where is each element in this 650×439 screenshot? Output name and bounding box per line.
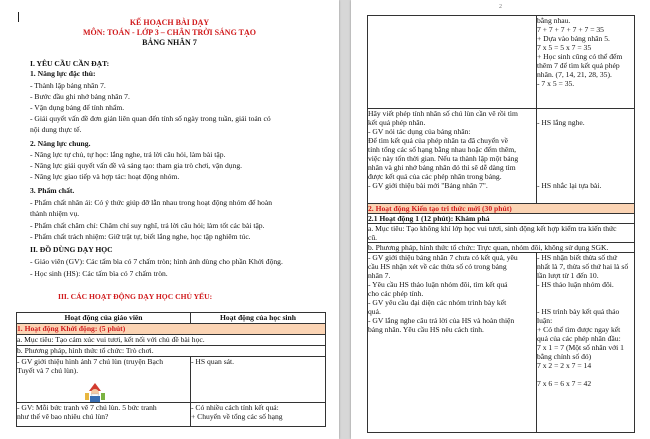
cell-line: - GV yêu cầu đại diện các nhóm trình bày kết	[368, 298, 507, 307]
teacher-cell	[368, 253, 537, 433]
cell-line: cũ.	[368, 233, 378, 242]
cell-line: bằng nhau.	[537, 16, 571, 25]
cell-line: quả.	[368, 307, 381, 316]
cell-line: 7 x 6 = 6 x 7 = 42	[537, 379, 592, 388]
subsection-heading: 1. Năng lực đặc thù:	[30, 69, 96, 78]
cell-line: - GV giới thiệu hình ảnh 7 chú lùn (truyện Bạch	[17, 357, 164, 366]
cell-line: 7 x 5 = 5 x 7 = 35	[537, 43, 592, 52]
cell-line: - GV nói tác dụng của bảng nhân:	[368, 127, 471, 136]
cell-line: cầu HS nhận xét về các thừa số có trong bảng	[368, 262, 507, 271]
cell-line: như thế vẽ bao nhiêu chú lùn?	[17, 412, 109, 421]
doc-title: KẾ HOẠCH BÀI DẠY	[129, 18, 210, 27]
cell-line: tính tổng các số hạng bằng nhau hoặc đếm thêm,	[368, 145, 517, 154]
cell-line: Tuyết và 7 chú lùn).	[17, 366, 79, 375]
cell-line: nhân và ghi nhớ bảng nhân đó thì sẽ dễ dàng tìm	[368, 163, 516, 172]
cell-line: - Có nhiều cách tính kết quả:	[191, 403, 279, 412]
body-line: - Thành lập bảng nhân 7.	[30, 81, 106, 90]
activity-goal: a. Mục tiêu: Tạo cảm xúc vui tươi, kết nối với chủ đề bài học.	[17, 335, 326, 346]
cell-line: - HS nhận biết thừa số thứ	[537, 253, 617, 262]
cell-line: - 7 x 5 = 35.	[537, 79, 575, 88]
cell-line: - Yêu cầu HS thảo luận nhóm đôi, tìm kết quả	[368, 280, 508, 289]
activity-goal	[368, 224, 635, 243]
cell-line: - HS lắng nghe.	[537, 118, 585, 127]
cell-line: Để tìm kết quả của phép nhân ta đã chuyển về	[368, 136, 509, 145]
cell-line: được kết quả của các phép nhân trong bảng.	[368, 172, 502, 181]
doc-subject: MÔN: TOÁN - LỚP 3 – CHÂN TRỜI SÁNG TẠO	[83, 28, 256, 37]
page-number: 2	[499, 4, 502, 10]
cell-line: nhất là 7, thừa số thứ hai là số	[537, 262, 629, 271]
cell-line: + Có thể tìm được ngay kết	[537, 325, 621, 334]
student-cell	[537, 109, 635, 204]
cell-line: luận:	[537, 316, 553, 325]
body-line: - Phẩm chất nhân ái: Có ý thức giúp đỡ lẫn nhau trong hoạt động nhóm để hoàn	[30, 198, 273, 207]
teacher-cell	[368, 109, 537, 204]
section-heading: II. ĐỒ DÙNG DẠY HỌC	[30, 245, 113, 254]
cell-line: - GV giới thiệu bảng nhân 7 chưa có kết quả, yêu	[368, 253, 518, 262]
cell-line: - HS trình bày kết quả thảo	[537, 307, 620, 316]
body-line: - Học sinh (HS): Các tấm bìa có 7 chấm tròn.	[30, 269, 168, 278]
cell-line: - GV giới thiệu bài mới "Bảng nhân 7".	[368, 181, 488, 190]
cell-line: kết quả phép nhân.	[368, 118, 426, 127]
cell-line: a. Mục tiêu: Tạo không khí lớp học vui tươi, sinh động kết hợp kiểm tra kiến thức	[368, 224, 617, 233]
table-header-student: Hoạt động của học sinh	[191, 313, 326, 324]
cell-line: nhân 7.	[368, 271, 391, 280]
student-cell	[537, 253, 635, 433]
cell-line: bảng nhân. Yêu cầu HS nêu cách tính.	[368, 325, 484, 334]
cell-line: cho các phép tính.	[368, 289, 424, 298]
body-line: - Giáo viên (GV): Các tấm bìa có 7 chấm tròn; hình ảnh dùng cho phần Khởi động.	[30, 257, 283, 266]
student-cell	[191, 357, 326, 403]
section-heading: I. YÊU CẦU CẦN ĐẠT:	[30, 59, 110, 68]
cell-line: 7 x 1 = 7 (Một số nhân với 1	[537, 343, 624, 352]
activity-heading: 2. Hoạt động Kiến tạo tri thức mới (30 phút)	[368, 204, 635, 214]
cell-line: - HS nhắc lại tựa bài.	[537, 181, 602, 190]
cell-line: việc này tốn thời gian. Nếu ta thành lập một bảng	[368, 154, 519, 163]
activity-table	[16, 312, 326, 427]
cell-line: - HS quan sát.	[191, 357, 235, 366]
cell-line: 7 x 2 = 2 x 7 = 14	[537, 361, 592, 370]
activity-subheading: 2.1 Hoạt động 1 (12 phút): Khám phá	[368, 214, 635, 224]
body-line: - Bước đầu ghi nhớ bảng nhân 7.	[30, 92, 130, 101]
body-line: - Năng lực tự chủ, tự học: lắng nghe, trả lời câu hỏi, làm bài tập.	[30, 150, 226, 159]
cell-line: - HS thảo luận nhóm đôi.	[537, 280, 614, 289]
cell-line: lần lượt từ 1 đến 10.	[537, 271, 599, 280]
activity-heading: 1. Hoạt động Khởi động: (5 phút)	[17, 324, 326, 335]
cell-line: Hãy viết phép tính nhân số chú lùn cần vẽ rồi tìm	[368, 109, 518, 118]
body-line: thành nhiệm vụ.	[30, 209, 80, 218]
body-line: - Năng lực giải quyết vấn đề và sáng tạo: tham gia trò chơi, vận dụng.	[30, 161, 243, 170]
teacher-cell	[17, 403, 191, 427]
teacher-cell	[368, 16, 537, 109]
body-line: - Vận dụng bảng để tính nhẩm.	[30, 103, 125, 112]
document-page-2	[351, 0, 650, 439]
cell-line: + Dựa vào bảng nhân 5.	[537, 34, 610, 43]
activity-table-continued	[367, 15, 635, 433]
table-header-teacher: Hoạt động của giáo viên	[17, 313, 191, 324]
cell-line: + Học sinh cũng có thể đếm	[537, 52, 623, 61]
cell-line: bằng chính số đó)	[537, 352, 592, 361]
activity-method: b. Phương pháp, hình thức tổ chức: Trực quan, nhóm đôi, không sử dụng SGK.	[368, 243, 635, 253]
cell-line: - GV lắng nghe câu trả lời của HS và hoàn thiện	[368, 316, 515, 325]
subsection-heading: 3. Phẩm chất.	[30, 186, 75, 195]
cell-line: thêm 7 để tìm kết quả phép	[537, 61, 620, 70]
activity-method: b. Phương pháp, hình thức tổ chức: Trò chơi.	[17, 346, 326, 357]
cell-line: + Chuyển về tổng các số hạng	[191, 412, 283, 421]
cell-line: quả của các phép nhân đầu:	[537, 334, 621, 343]
cell-line: nhân. (7, 14, 21, 28, 35).	[537, 70, 612, 79]
student-cell	[537, 16, 635, 109]
section-heading: III. CÁC HOẠT ĐỘNG DẠY HỌC CHỦ YẾU:	[58, 292, 213, 301]
cell-line: 7 + 7 + 7 + 7 + 7 = 35	[537, 25, 604, 34]
dwarf-illustration	[82, 382, 108, 404]
body-line: - Năng lực giao tiếp và hợp tác: hoạt động nhóm.	[30, 172, 180, 181]
cell-line: - GV: Mỗi bức tranh vẽ 7 chú lùn. 5 bức tranh	[17, 403, 157, 412]
body-line: nội dung thực tế.	[30, 125, 82, 134]
doc-lesson: BẢNG NHÂN 7	[142, 38, 197, 47]
body-line: - Phẩm chất chăm chỉ: Chăm chỉ suy nghĩ, trả lời câu hỏi; làm tốt các bài tập.	[30, 221, 265, 230]
subsection-heading: 2. Năng lực chung.	[30, 139, 91, 148]
body-line: - Giải quyết vấn đề đơn giản liên quan đến tính số ngày trong tuần, giải toán có	[30, 114, 271, 123]
student-cell	[191, 403, 326, 427]
body-line: - Phẩm chất trách nhiệm: Giữ trật tự, biết lắng nghe, học tập nghiêm túc.	[30, 232, 251, 241]
